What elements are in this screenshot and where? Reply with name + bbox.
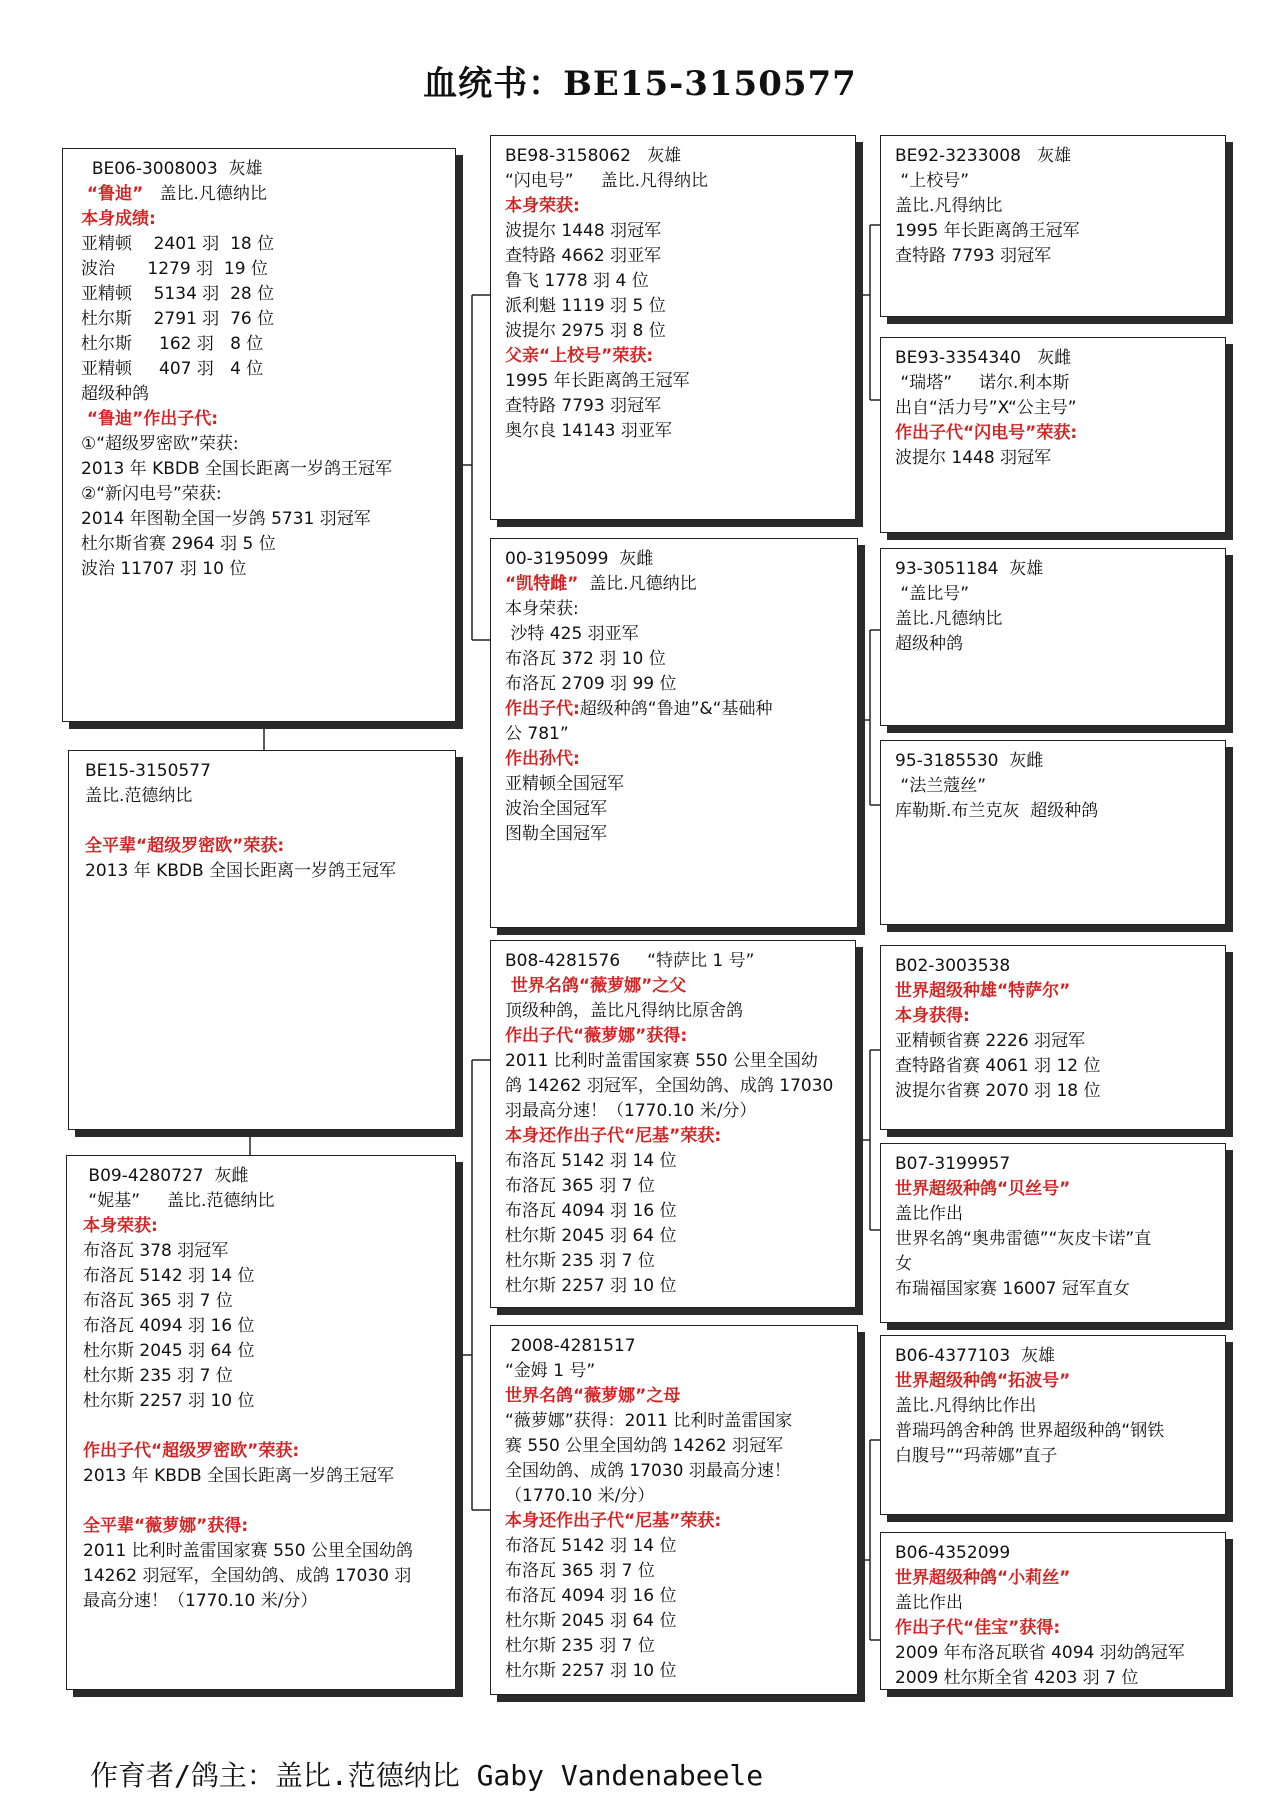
card-line-text: 作出子代“佳宝”获得:: [895, 1618, 1061, 1638]
card-line-text: 赛 550 公里全国幼鸽 14262 羽冠军: [505, 1436, 784, 1456]
card-line: [505, 1659, 843, 1684]
dam-dam-dam-card: [880, 1532, 1226, 1690]
card-line: [83, 1539, 441, 1564]
card-line: [895, 1616, 1211, 1641]
card-line: [895, 219, 1211, 244]
card-line: [895, 1252, 1211, 1277]
card-line-text: 杜尔斯 2045 羽 64 位: [505, 1226, 677, 1246]
card-line: [895, 1004, 1211, 1029]
card-line: [895, 557, 1211, 582]
card-line-text: 女: [895, 1254, 912, 1274]
card-line-text: BE98-3158062 灰雄: [505, 146, 682, 166]
card-line: [505, 572, 843, 597]
card-line: [505, 1534, 843, 1559]
card-line: [895, 346, 1211, 371]
card-line-text: 作出子代“薇萝娜”获得:: [505, 1026, 688, 1046]
card-line: [83, 1464, 441, 1489]
card-line: [895, 1177, 1211, 1202]
card-line: [83, 1564, 441, 1589]
card-line: [505, 1459, 843, 1484]
card-line-text: 布洛瓦 5142 羽 14 位: [83, 1266, 255, 1286]
card-line-text: 顶级种鸽，盖比凡得纳比原舍鸽: [505, 1001, 743, 1021]
card-line-text: “鲁迪”作出子代:: [81, 409, 219, 429]
card-line-text: 杜尔斯 2045 羽 64 位: [83, 1341, 255, 1361]
subject-card: [68, 750, 456, 1130]
card-line-text: 2014 年图勒全国一岁鸽 5731 羽冠军: [81, 509, 371, 529]
card-line-text: 图勒全国冠军: [505, 824, 607, 844]
card-line: [895, 1029, 1211, 1054]
card-line: [505, 1634, 843, 1659]
card-line-text: 世界超级种雄“特萨尔”: [895, 981, 1071, 1001]
card-line-text: 亚精顿全国冠军: [505, 774, 624, 794]
card-line: [895, 169, 1211, 194]
card-line: [505, 999, 841, 1024]
card-line-text: 全平辈“薇萝娜”获得:: [83, 1516, 249, 1536]
card-line: [505, 1384, 843, 1409]
card-line: [505, 1174, 841, 1199]
card-line: [505, 722, 843, 747]
card-line-text: 超级种鸽: [895, 634, 963, 654]
card-line: [81, 207, 441, 232]
card-line-text: 作出子代“闪电号”荣获:: [895, 423, 1078, 443]
card-line-text: B09-4280727 灰雌: [83, 1166, 249, 1186]
card-line: [505, 394, 841, 419]
card-line-text: 本身荣获:: [83, 1216, 158, 1236]
card-line: [81, 232, 441, 257]
card-line-text: “妮基” 盖比.范德纳比: [83, 1191, 275, 1211]
card-line-text: （1770.10 米/分）: [505, 1486, 655, 1506]
dam-dam-card: [490, 1325, 858, 1695]
sire-sire-dam-card: [880, 337, 1226, 533]
card-line: [85, 784, 441, 809]
card-line: [505, 369, 841, 394]
card-line-text: 波提尔 2975 羽 8 位: [505, 321, 666, 341]
card-line: [81, 532, 441, 557]
card-line: [505, 622, 843, 647]
card-line: [81, 382, 441, 407]
card-line: [505, 949, 841, 974]
card-line: [81, 332, 441, 357]
card-line: [895, 954, 1211, 979]
card-line-text: 鲁飞 1778 羽 4 位: [505, 271, 649, 291]
dam-card: [66, 1155, 456, 1690]
card-line: [895, 1054, 1211, 1079]
card-line: [895, 144, 1211, 169]
dam-sire-dam-card: [880, 1143, 1226, 1323]
card-line: [505, 1409, 843, 1434]
card-line-text: 2013 年 KBDB 全国长距离一岁鸽王冠军: [81, 459, 393, 479]
card-line-text: B07-3199957: [895, 1154, 1011, 1174]
card-line-text: 2009 年布洛瓦联省 4094 羽幼鸽冠军: [895, 1643, 1185, 1663]
card-line: [505, 1049, 841, 1074]
card-line-text: 本身成绩:: [81, 209, 156, 229]
card-line: [505, 1559, 843, 1584]
card-line: [505, 319, 841, 344]
card-line: [85, 834, 441, 859]
blank-line: [83, 1489, 441, 1514]
card-line-text: 波治全国冠军: [505, 799, 607, 819]
card-line-text: 2008-4281517: [505, 1336, 636, 1356]
card-line: [895, 749, 1211, 774]
card-line-text: 杜尔斯 2257 羽 10 位: [83, 1391, 255, 1411]
card-line-text: 本身还作出子代“尼基”荣获:: [505, 1126, 722, 1146]
card-line-text: 波治 1279 羽 19 位: [81, 259, 268, 279]
card-line: [505, 1584, 843, 1609]
card-line-text: 2013 年 KBDB 全国长距离一岁鸽王冠军: [85, 861, 397, 881]
card-line: [505, 1434, 843, 1459]
card-line: [895, 979, 1211, 1004]
card-line-text: 布洛瓦 5142 羽 14 位: [505, 1151, 677, 1171]
card-line: [505, 1024, 841, 1049]
card-line-text: 布洛瓦 4094 羽 16 位: [505, 1586, 677, 1606]
card-line: [505, 294, 841, 319]
card-line-text: 杜尔斯 2257 羽 10 位: [505, 1661, 677, 1681]
card-line-text: 本身获得:: [895, 1006, 970, 1026]
dam-dam-sire-card: [880, 1335, 1226, 1515]
card-line-text: BE92-3233008 灰雄: [895, 146, 1072, 166]
card-line: [505, 144, 841, 169]
card-line-text: 亚精顿省赛 2226 羽冠军: [895, 1031, 1086, 1051]
card-line: [505, 747, 843, 772]
card-line-text: 盖比.凡德纳比: [895, 609, 1003, 629]
card-line-text: 1995 年长距离鸽王冠军: [895, 221, 1080, 241]
card-line-text: 最高分速！（1770.10 米/分）: [83, 1591, 318, 1611]
card-line: [505, 1149, 841, 1174]
card-line-text: 杜尔斯 235 羽 7 位: [83, 1366, 233, 1386]
card-line: [83, 1164, 441, 1189]
card-line: [505, 1099, 841, 1124]
card-line: [83, 1264, 441, 1289]
card-line-text: 2013 年 KBDB 全国长距离一岁鸽王冠军: [83, 1466, 395, 1486]
card-line-text: “盖比号”: [895, 584, 970, 604]
card-line: [505, 169, 841, 194]
card-line: [895, 1444, 1211, 1469]
card-line-text: 波提尔省赛 2070 羽 18 位: [895, 1081, 1101, 1101]
card-line-text: 14262 羽冠军，全国幼鸽、成鸽 17030 羽: [83, 1566, 412, 1586]
card-line: [895, 1202, 1211, 1227]
card-line-text: “薇萝娜”获得：2011 比利时盖雷国家: [505, 1411, 793, 1431]
card-line-text: 杜尔斯 2257 羽 10 位: [505, 1276, 677, 1296]
card-line: [85, 759, 441, 784]
card-line-text: 作出子代“超级罗密欧”荣获:: [83, 1441, 300, 1461]
sire-dam-dam-card: [880, 740, 1226, 925]
sire-sire-sire-card: [880, 135, 1226, 317]
card-line-text: 世界名鸽“薇萝娜”之母: [505, 1386, 681, 1406]
card-line: [83, 1339, 441, 1364]
card-line: [895, 1541, 1211, 1566]
card-line-text: 出自“活力号”X“公主号”: [895, 398, 1077, 418]
card-line-text: 杜尔斯 235 羽 7 位: [505, 1251, 655, 1271]
card-line: [505, 1074, 841, 1099]
dam-sire-card: [490, 940, 856, 1308]
card-line: [895, 1227, 1211, 1252]
card-line: [895, 371, 1211, 396]
card-line-text: 布洛瓦 372 羽 10 位: [505, 649, 666, 669]
card-line: [895, 194, 1211, 219]
card-line: [505, 344, 841, 369]
card-line: [81, 357, 441, 382]
card-line-text: 1995 年长距离鸽王冠军: [505, 371, 690, 391]
card-line: [81, 557, 441, 582]
card-line: [85, 859, 441, 884]
card-line: [505, 1274, 841, 1299]
card-line-text: B08-4281576 “特萨比 1 号”: [505, 951, 755, 971]
card-line: [505, 797, 843, 822]
card-line: [895, 1079, 1211, 1104]
card-line-suffix: 盖比.凡德纳比: [143, 184, 267, 204]
card-line-text: 杜尔斯 2045 羽 64 位: [505, 1611, 677, 1631]
card-line-text: 沙特 425 羽亚军: [505, 624, 639, 644]
card-line: [81, 257, 441, 282]
card-line-text: 布洛瓦 4094 羽 16 位: [83, 1316, 255, 1336]
card-line-text: 世界超级种鸽“贝丝号”: [895, 1179, 1071, 1199]
card-line: [505, 1199, 841, 1224]
card-line-text: 鸽 14262 羽冠军，全国幼鸽、成鸽 17030: [505, 1076, 834, 1096]
card-line-suffix: 超级种鸽“鲁迪”&“基础种: [579, 699, 773, 719]
card-line-text: 布洛瓦 365 羽 7 位: [83, 1291, 233, 1311]
card-line-text: B06-4352099: [895, 1543, 1011, 1563]
card-line-text: 全平辈“超级罗密欧”荣获:: [85, 836, 285, 856]
sire-dam-sire-card: [880, 548, 1226, 726]
card-line: [895, 1419, 1211, 1444]
card-line-text: 布洛瓦 4094 羽 16 位: [505, 1201, 677, 1221]
card-line: [81, 157, 441, 182]
card-line-text: 布洛瓦 2709 羽 99 位: [505, 674, 677, 694]
card-line: [895, 1666, 1211, 1690]
card-line-suffix: 盖比.凡德纳比: [578, 574, 697, 594]
card-line: [505, 194, 841, 219]
card-line-text: 杜尔斯 162 羽 8 位: [81, 334, 264, 354]
card-line-text: “凯特雌”: [505, 574, 579, 594]
card-line-text: B06-4377103 灰雄: [895, 1346, 1055, 1366]
card-line-text: 亚精顿 5134 羽 28 位: [81, 284, 275, 304]
card-line-text: 库勒斯.布兰克灰 超级种鸽: [895, 801, 1099, 821]
card-line-text: 波提尔 1448 羽冠军: [505, 221, 662, 241]
card-line-text: 盖比作出: [895, 1593, 963, 1613]
card-line: [505, 1509, 843, 1534]
card-line-text: 杜尔斯 235 羽 7 位: [505, 1636, 655, 1656]
card-line-text: “上校号”: [895, 171, 970, 191]
card-line: [895, 1591, 1211, 1616]
card-line-text: 奥尔良 14143 羽亚军: [505, 421, 672, 441]
card-line: [895, 799, 1211, 824]
card-line: [505, 1609, 843, 1634]
card-line-text: 盖比.凡得纳比: [895, 196, 1003, 216]
sire-sire-card: [490, 135, 856, 520]
card-line: [505, 419, 841, 444]
card-line-text: 世界名鸽“奥弗雷德”“灰皮卡诺”直: [895, 1229, 1152, 1249]
card-line-text: 父亲“上校号”荣获:: [505, 346, 654, 366]
card-line: [895, 774, 1211, 799]
card-line: [505, 244, 841, 269]
card-line: [83, 1239, 441, 1264]
card-line-text: 查特路 7793 羽冠军: [895, 246, 1052, 266]
card-line: [505, 974, 841, 999]
card-line-text: 亚精顿 2401 羽 18 位: [81, 234, 275, 254]
card-line-text: 本身还作出子代“尼基”荣获:: [505, 1511, 722, 1531]
card-line-text: 95-3185530 灰雌: [895, 751, 1044, 771]
card-line-text: 世界名鸽“薇萝娜”之父: [505, 976, 687, 996]
card-line-text: 超级种鸽: [81, 384, 149, 404]
card-line: [83, 1514, 441, 1539]
dam-sire-sire-card: [880, 945, 1226, 1130]
card-line-text: 世界超级种鸽“拓波号”: [895, 1371, 1071, 1391]
card-line: [83, 1189, 441, 1214]
card-line-text: 派利魁 1119 羽 5 位: [505, 296, 666, 316]
card-line-text: ①“超级罗密欧”荣获:: [81, 434, 239, 454]
page-title: 血统书：BE15-3150577: [423, 64, 857, 104]
card-line: [895, 1277, 1211, 1302]
card-line-text: 羽最高分速！（1770.10 米/分）: [505, 1101, 757, 1121]
card-line-text: 00-3195099 灰雌: [505, 549, 654, 569]
card-line-text: “闪电号” 盖比.凡得纳比: [505, 171, 709, 191]
card-line: [895, 446, 1211, 471]
card-line-text: 查特路 4662 羽亚军: [505, 246, 662, 266]
card-line-text: 亚精顿 407 羽 4 位: [81, 359, 264, 379]
card-line: [83, 1589, 441, 1614]
card-line: [895, 1566, 1211, 1591]
card-line: [505, 597, 843, 622]
card-line-text: 2011 比利时盖雷国家赛 550 公里全国幼: [505, 1051, 818, 1071]
card-line-text: 杜尔斯 2791 羽 76 位: [81, 309, 275, 329]
card-line-text: 2011 比利时盖雷国家赛 550 公里全国幼鸽: [83, 1541, 413, 1561]
card-line: [895, 1641, 1211, 1666]
card-line-text: 布洛瓦 5142 羽 14 位: [505, 1536, 677, 1556]
card-line-text: 白腹号”“玛蒂娜”直子: [895, 1446, 1058, 1466]
card-line: [81, 507, 441, 532]
card-line-text: “瑞塔” 诺尔.利本斯: [895, 373, 1070, 393]
card-line: [895, 632, 1211, 657]
blank-line: [85, 809, 441, 834]
sire-card: [62, 148, 456, 722]
card-line-text: BE93-3354340 灰雌: [895, 348, 1072, 368]
card-line: [505, 1124, 841, 1149]
card-line-text: ②“新闪电号”荣获:: [81, 484, 222, 504]
card-line: [505, 1484, 843, 1509]
card-line-text: 普瑞玛鸽舍种鸽 世界超级种鸽“钢铁: [895, 1421, 1165, 1441]
card-line-text: 世界超级种鸽“小莉丝”: [895, 1568, 1071, 1588]
card-line-text: 公 781”: [505, 724, 569, 744]
card-line: [81, 432, 441, 457]
card-line: [81, 457, 441, 482]
card-line: [505, 672, 843, 697]
card-line-text: “鲁迪”: [81, 184, 144, 204]
card-line: [505, 697, 843, 722]
card-line: [895, 1394, 1211, 1419]
card-line-text: “金姆 1 号”: [505, 1361, 596, 1381]
card-line-text: 盖比.凡得纳比作出: [895, 1396, 1037, 1416]
card-line: [895, 607, 1211, 632]
card-line: [83, 1289, 441, 1314]
card-line: [895, 1152, 1211, 1177]
card-line-text: 布洛瓦 378 羽冠军: [83, 1241, 229, 1261]
card-line: [505, 219, 841, 244]
sire-dam-card: [490, 538, 858, 928]
card-line-text: 查特路 7793 羽冠军: [505, 396, 662, 416]
card-line-text: 作出孙代:: [505, 749, 580, 769]
card-line-text: 查特路省赛 4061 羽 12 位: [895, 1056, 1101, 1076]
card-line: [505, 772, 843, 797]
card-line: [81, 307, 441, 332]
card-line-text: 布洛瓦 365 羽 7 位: [505, 1176, 655, 1196]
card-line: [505, 269, 841, 294]
card-line: [81, 282, 441, 307]
card-line: [505, 647, 843, 672]
card-line: [83, 1439, 441, 1464]
card-line-text: 本身荣获:: [505, 196, 580, 216]
card-line-text: 波提尔 1448 羽冠军: [895, 448, 1052, 468]
card-line: [81, 482, 441, 507]
card-line: [505, 1249, 841, 1274]
card-line-text: 波治 11707 羽 10 位: [81, 559, 247, 579]
card-line: [895, 582, 1211, 607]
card-line: [895, 421, 1211, 446]
card-line-text: 全国幼鸽、成鸽 17030 羽最高分速！: [505, 1461, 791, 1481]
card-line: [505, 1224, 841, 1249]
card-line-text: 布洛瓦 365 羽 7 位: [505, 1561, 655, 1581]
card-line-text: 2009 杜尔斯全省 4203 羽 7 位: [895, 1668, 1139, 1688]
blank-line: [83, 1414, 441, 1439]
card-line: [81, 407, 441, 432]
card-line-text: 布瑞福国家赛 16007 冠军直女: [895, 1279, 1130, 1299]
card-line: [83, 1214, 441, 1239]
breeder-footer: 作育者/鸽主：盖比.范德纳比 Gaby Vandenabeele: [90, 1759, 764, 1792]
card-line-text: “法兰蔻丝”: [895, 776, 987, 796]
card-line-text: 盖比.范德纳比: [85, 786, 193, 806]
card-line: [895, 396, 1211, 421]
card-line-text: 本身荣获:: [505, 599, 579, 619]
card-line: [505, 1359, 843, 1384]
card-line: [895, 1344, 1211, 1369]
card-line: [505, 1334, 843, 1359]
card-line: [895, 244, 1211, 269]
card-line: [895, 1369, 1211, 1394]
card-line-text: 93-3051184 灰雄: [895, 559, 1044, 579]
card-line-text: BE15-3150577: [85, 761, 211, 781]
card-line-text: BE06-3008003 灰雄: [81, 159, 263, 179]
card-line: [83, 1389, 441, 1414]
card-line: [83, 1364, 441, 1389]
card-line: [83, 1314, 441, 1339]
card-line: [505, 547, 843, 572]
card-line-text: 盖比作出: [895, 1204, 963, 1224]
card-line: [505, 822, 843, 847]
card-line-text: 作出子代:: [505, 699, 580, 719]
card-line: [81, 182, 441, 207]
card-line-text: 杜尔斯省赛 2964 羽 5 位: [81, 534, 276, 554]
card-line-text: B02-3003538: [895, 956, 1011, 976]
